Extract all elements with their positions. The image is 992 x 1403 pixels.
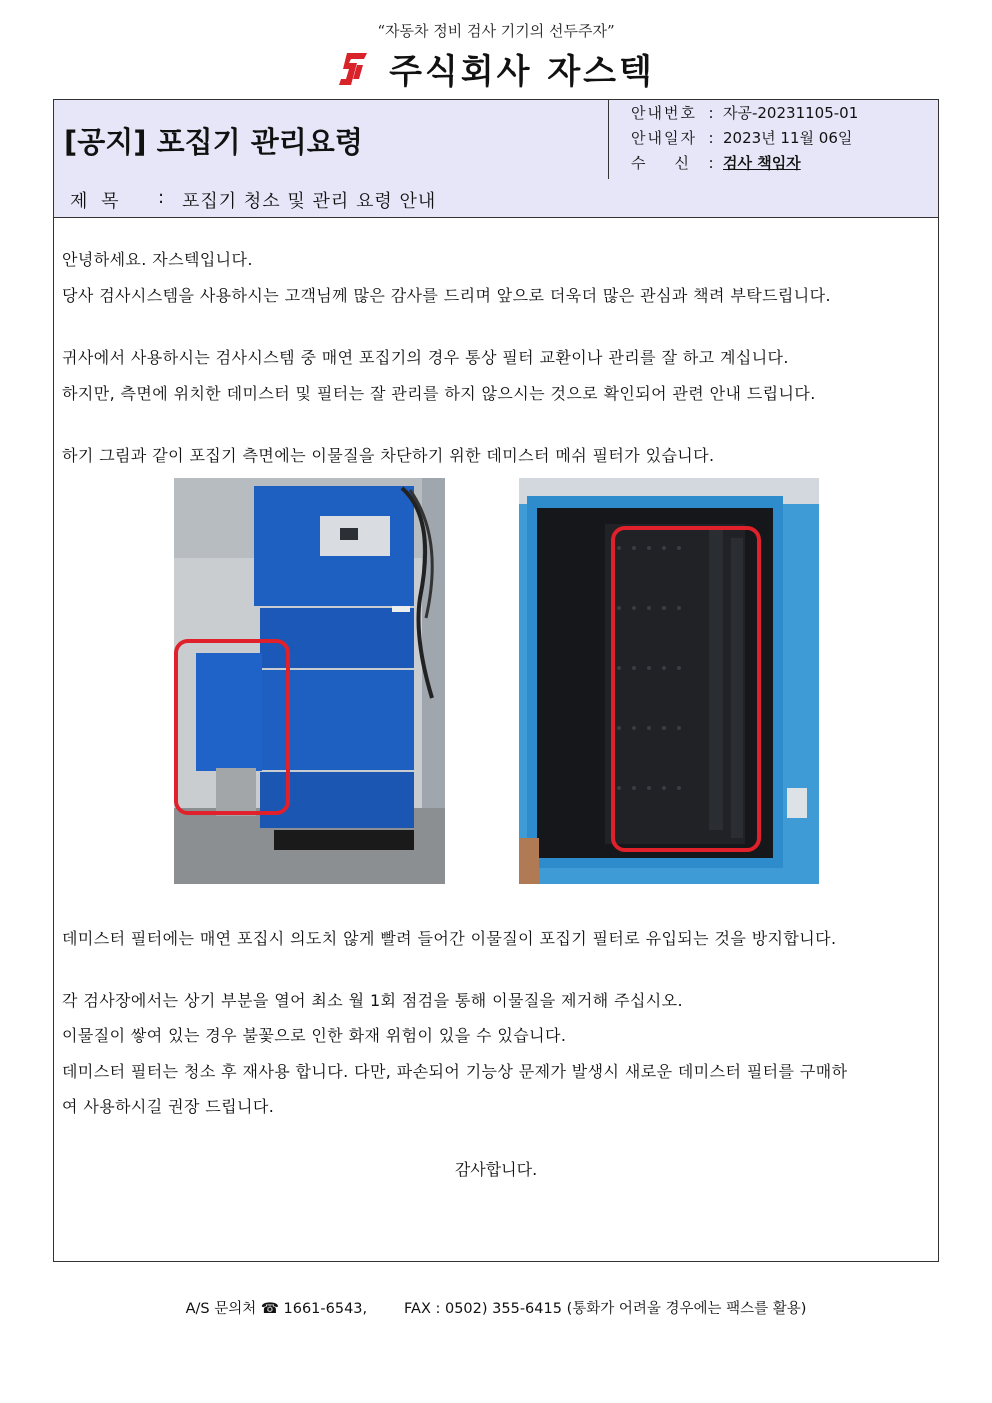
subject-value: 포집기 청소 및 관리 요령 안내 (182, 191, 437, 212)
subject-label: 제 목 (70, 191, 123, 212)
paragraph-text: 여 사용하시길 권장 드립니다. (62, 1097, 275, 1116)
closing-text: 감사합니다. (454, 1160, 538, 1179)
meta-notice-number: 안내번호 : 자공-20231105-01 (631, 104, 859, 122)
subject-colon: : (158, 187, 165, 208)
paragraph-text: 하기 그림과 같이 포집기 측면에는 이물질을 차단하기 위한 데미스터 메쉬 필터가 있습니다. (62, 446, 715, 465)
collector-exterior-photo (174, 478, 445, 884)
meta-notice-date: 안내일자 : 2023년 11월 06일 (631, 129, 853, 147)
paragraph-text: 각 검사장에서는 상기 부분을 열어 최소 월 1회 점검을 통해 이물질을 제거해 주십시오. (62, 991, 684, 1010)
notice-title: [공지] 포집기 관리요령 (64, 125, 363, 159)
thanks-intro-text: 당사 검사시스템을 사용하시는 고객님께 많은 감사를 드리며 앞으로 더욱더 많은 관심과 책려 부탁드립니다. (62, 286, 831, 305)
greeting-text: 안녕하세요. 자스텍입니다. (62, 250, 253, 269)
paragraph-text: 데미스터 필터는 청소 후 재사용 합니다. 다만, 파손되어 기능상 문제가 발생시 새로운 데미스터 필터를 구매하 (62, 1062, 848, 1081)
paragraph-text: 귀사에서 사용하시는 검사시스템 중 매연 포집기의 경우 통상 필터 교환이나 관리를 잘 하고 계십니다. (62, 348, 789, 367)
company-logo-icon (337, 51, 371, 87)
paragraph-text: 데미스터 필터에는 매연 포집시 의도치 않게 빨려 들어간 이물질이 포집기 필터로 유입되는 것을 방지합니다. (62, 929, 837, 948)
contact-footer: A/S 문의처 ☎ 1661-6543, FAX : 0502) 355-6415 (통화가 어려울 경우에는 팩스를 활용) (185, 1301, 807, 1317)
subject-row (54, 179, 938, 218)
slogan: “자동차 정비 검사 기기의 선두주자” (377, 22, 615, 40)
notice-document (53, 99, 939, 1262)
notice-header (54, 100, 938, 180)
company-brand (0, 44, 992, 93)
company-name: 주식회사 자스텍 (389, 52, 655, 92)
meta-recipient: 수 신 : 검사 책임자 (631, 154, 801, 172)
notice-meta (608, 100, 939, 179)
paragraph-text: 하지만, 측면에 위치한 데미스터 및 필터는 잘 관리를 하지 않으시는 것으로 확인되어 관련 안내 드립니다. (62, 384, 816, 403)
paragraph-text: 이물질이 쌓여 있는 경우 불꽃으로 인한 화재 위험이 있을 수 있습니다. (62, 1026, 567, 1045)
demister-filter-photo (519, 478, 819, 884)
recipient-value: 검사 책임자 (723, 154, 801, 172)
